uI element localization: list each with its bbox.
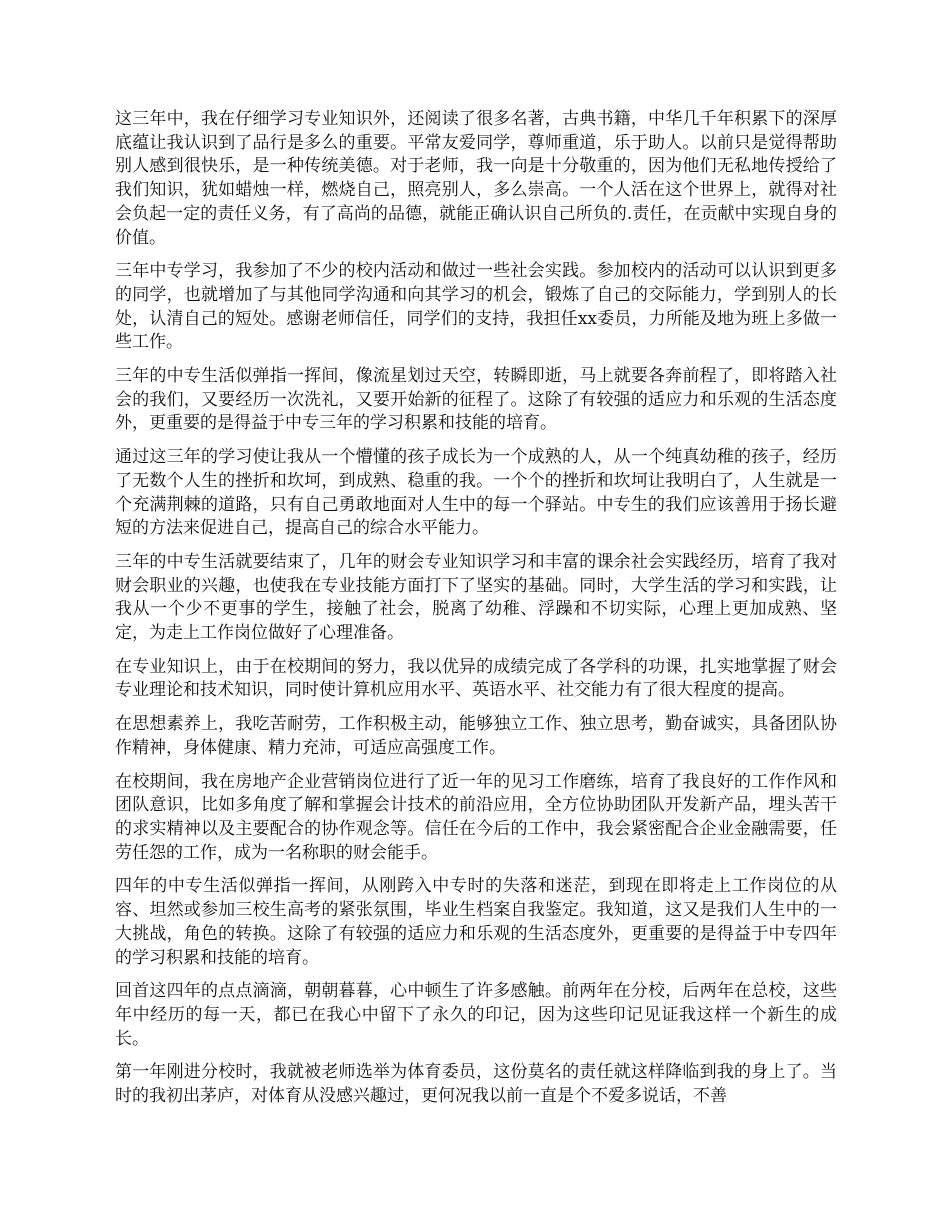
paragraph-5: 三年的中专生活就要结束了，几年的财会专业知识学习和丰富的课余社会实践经历，培育了我对财会职业的兴趣，也使我在专业技能方面打下了坚实的基础。同时，大学生活的学习和实践，让我从一个少不更事的学生，接触了社会，脱离了幼稚、浮躁和不切实际，心理上更加成熟、坚定，为走上工作岗位做好了心理准备。 [115, 551, 837, 644]
paragraph-3: 三年的中专生活似弹指一挥间，像流星划过天空，转瞬即逝，马上就要各奔前程了，即将踏入社会的我们，又要经历一次洗礼，又要开始新的征程了。这除了有较强的适应力和乐观的生活态度外，更重要的是得益于中专三年的学习积累和技能的培育。 [115, 366, 837, 434]
paragraph-2: 三年中专学习，我参加了不少的校内活动和做过一些社会实践。参加校内的活动可以认识到更多的同学，也就增加了与其他同学沟通和向其学习的机会，锻炼了自己的交际能力，学到别人的长处，认清自己的短处。感谢老师信任，同学们的支持，我担任xx委员，力所能及地为班上多做一些工作。 [115, 261, 837, 353]
paragraph-9: 四年的中专生活似弹指一挥间，从刚跨入中专时的失落和迷茫，到现在即将走上工作岗位的从容、坦然或参加三校生高考的紧张氛围，毕业生档案自我鉴定。我知道，这又是我们人生中的一大挑战，角色的转换。这除了有较强的适应力和乐观的生活态度外，更重要的是得益于中专四年的学习积累和技能的培育。 [115, 876, 837, 968]
paragraph-6: 在专业知识上，由于在校期间的努力，我以优异的成绩完成了各学科的功课，扎实地掌握了财会专业理论和技术知识，同时使计算机应用水平、英语水平、社交能力有了很大程度的提高。 [115, 656, 837, 701]
paragraph-11: 第一年刚进分校时，我就被老师选举为体育委员，这份莫名的责任就这样降临到我的身上了。当时的我初出茅庐，对体育从没感兴趣过，更何况我以前一直是个不爱多说话，不善 [115, 1062, 837, 1107]
document-body [115, 108, 837, 1119]
paragraph-8: 在校期间，我在房地产企业营销岗位进行了近一年的见习工作磨练，培育了我良好的工作作风和团队意识，比如多角度了解和掌握会计技术的前沿应用，全方位协助团队开发新产品，埋头苦干的求实精神以及主要配合的协作观念等。信任在今后的工作中，我会紧密配合企业金融需要，任劳任怨的工作，成为一名称职的财会能手。 [115, 771, 837, 863]
paragraph-1: 这三年中，我在仔细学习专业知识外，还阅读了很多名著，古典书籍，中华几千年积累下的深厚底蕴让我认识到了品行是多么的重要。平常友爱同学，尊师重道，乐于助人。以前只是觉得帮助别人感到很快乐，是一种传统美德。对于老师，我一向是十分敬重的，因为他们无私地传授给了我们知识，犹如蜡烛一样，燃烧自己，照亮别人，多么崇高。一个人活在这个世界上，就得对社会负起一定的责任义务，有了高尚的品德，就能正确认识自己所负的.责任，在贡献中实现自身的价值。 [115, 109, 837, 248]
paragraph-10: 回首这四年的点点滴滴，朝朝暮暮，心中顿生了许多感触。前两年在分校，后两年在总校，这些年中经历的每一天，都已在我心中留下了永久的印记，因为这些印记见证我这样一个新生的成长。 [115, 981, 837, 1049]
paragraph-7: 在思想素养上，我吃苦耐劳，工作积极主动，能够独立工作、独立思考，勤奋诚实，具备团队协作精神，身体健康、精力充沛，可适应高强度工作。 [115, 714, 837, 758]
paragraph-4: 通过这三年的学习使让我从一个懵懂的孩子成长为一个成熟的人，从一个纯真幼稚的孩子，经历了无数个人生的挫折和坎坷，到成熟、稳重的我。一个个的挫折和坎坷让我明白了，人生就是一个充满荆棘的道路，只有自己勇敢地面对人生中的每一个驿站。中专生的我们应该善用于扬长避短的方法来促进自己，提高自己的综合水平能力。 [115, 447, 837, 539]
